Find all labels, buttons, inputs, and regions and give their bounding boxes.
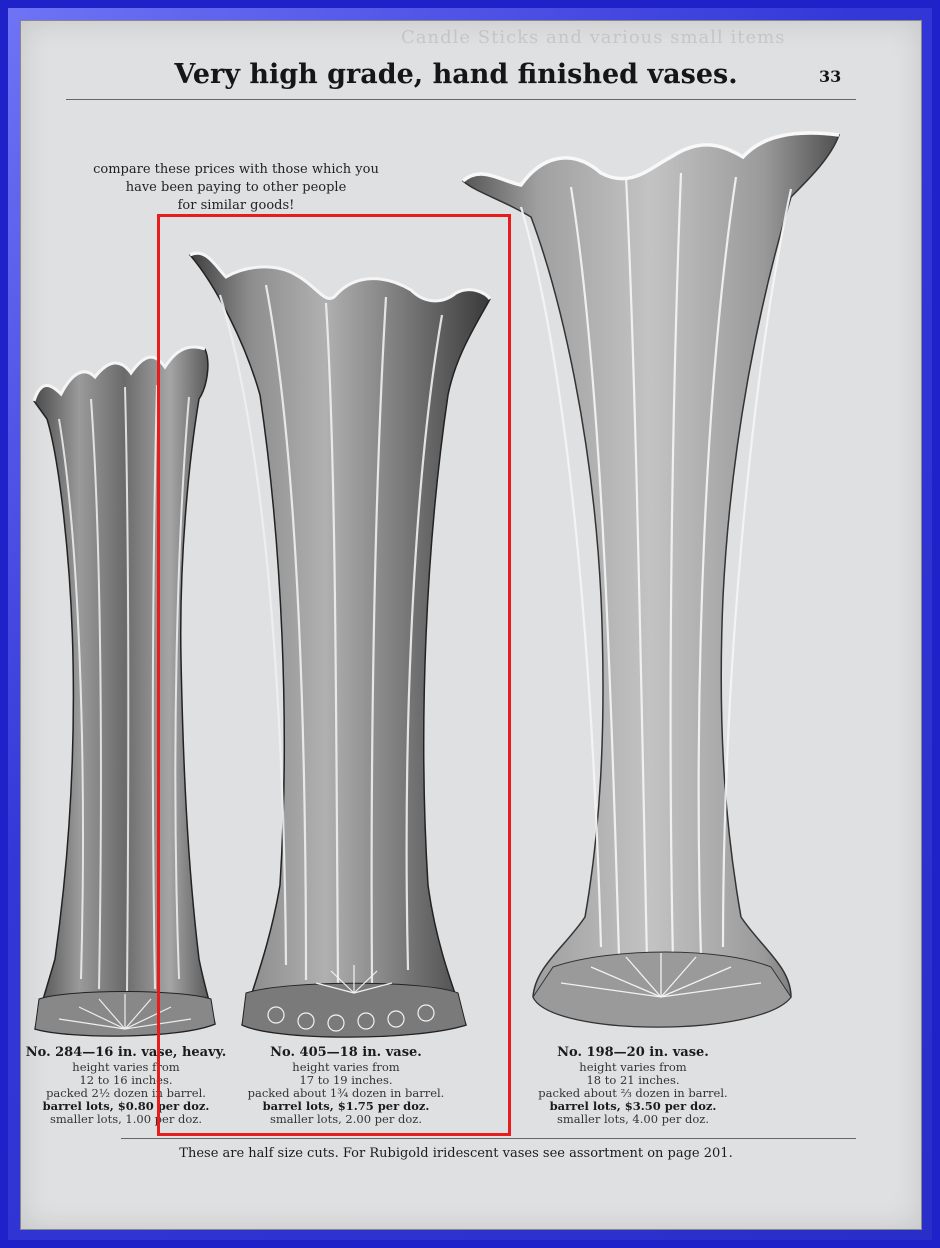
vase-284-heading: No. 284—16 in. vase, heavy. <box>25 1045 227 1060</box>
vase-198-detail: 18 to 21 inches. <box>586 1073 680 1087</box>
compare-note-line: have been paying to other people <box>125 180 347 195</box>
compare-note-line: for similar goods! <box>177 198 295 213</box>
vase-198-detail: height varies from <box>579 1060 687 1074</box>
compare-note <box>71 161 401 215</box>
page-number: 33 <box>819 67 842 86</box>
bleed-through-text: Candle Sticks and various small items <box>401 27 786 48</box>
vase-284-detail: 12 to 16 inches. <box>79 1073 173 1087</box>
vase-405-detail: height varies from <box>292 1060 400 1074</box>
page-footer: These are half size cuts. For Rubigold iridescent vases see assortment on page 201. <box>179 1146 733 1161</box>
vase-198-heading: No. 198—20 in. vase. <box>557 1045 709 1060</box>
vase-198-detail: packed about ⅔ dozen in barrel. <box>538 1086 728 1100</box>
vase-405-detail: 17 to 19 inches. <box>299 1073 393 1087</box>
vase-198-price-barrel: barrel lots, $3.50 per doz. <box>549 1099 717 1113</box>
footer-rule <box>121 1138 856 1139</box>
vase-284-detail: height varies from <box>72 1060 180 1074</box>
vase-284-price-barrel: barrel lots, $0.80 per doz. <box>42 1099 210 1113</box>
vase-284-detail: packed 2½ dozen in barrel. <box>46 1086 206 1100</box>
vase-198-caption <box>513 1045 753 1126</box>
vase-405-heading: No. 405—18 in. vase. <box>270 1045 422 1060</box>
page-title: Very high grade, hand finished vases. <box>174 59 738 90</box>
compare-note-line: compare these prices with those which you <box>93 162 379 177</box>
vase-405-price-smaller: smaller lots, 2.00 per doz. <box>270 1112 422 1126</box>
vase-405-detail: packed about 1¾ dozen in barrel. <box>247 1086 445 1100</box>
header-rule <box>66 99 856 100</box>
vase-198-price-smaller: smaller lots, 4.00 per doz. <box>557 1112 709 1126</box>
vase-198-illustration <box>461 117 841 1047</box>
vase-405-price-barrel: barrel lots, $1.75 per doz. <box>262 1099 430 1113</box>
highlight-box <box>157 214 511 1136</box>
vase-284-price-smaller: smaller lots, 1.00 per doz. <box>50 1112 202 1126</box>
catalog-page <box>20 20 922 1230</box>
